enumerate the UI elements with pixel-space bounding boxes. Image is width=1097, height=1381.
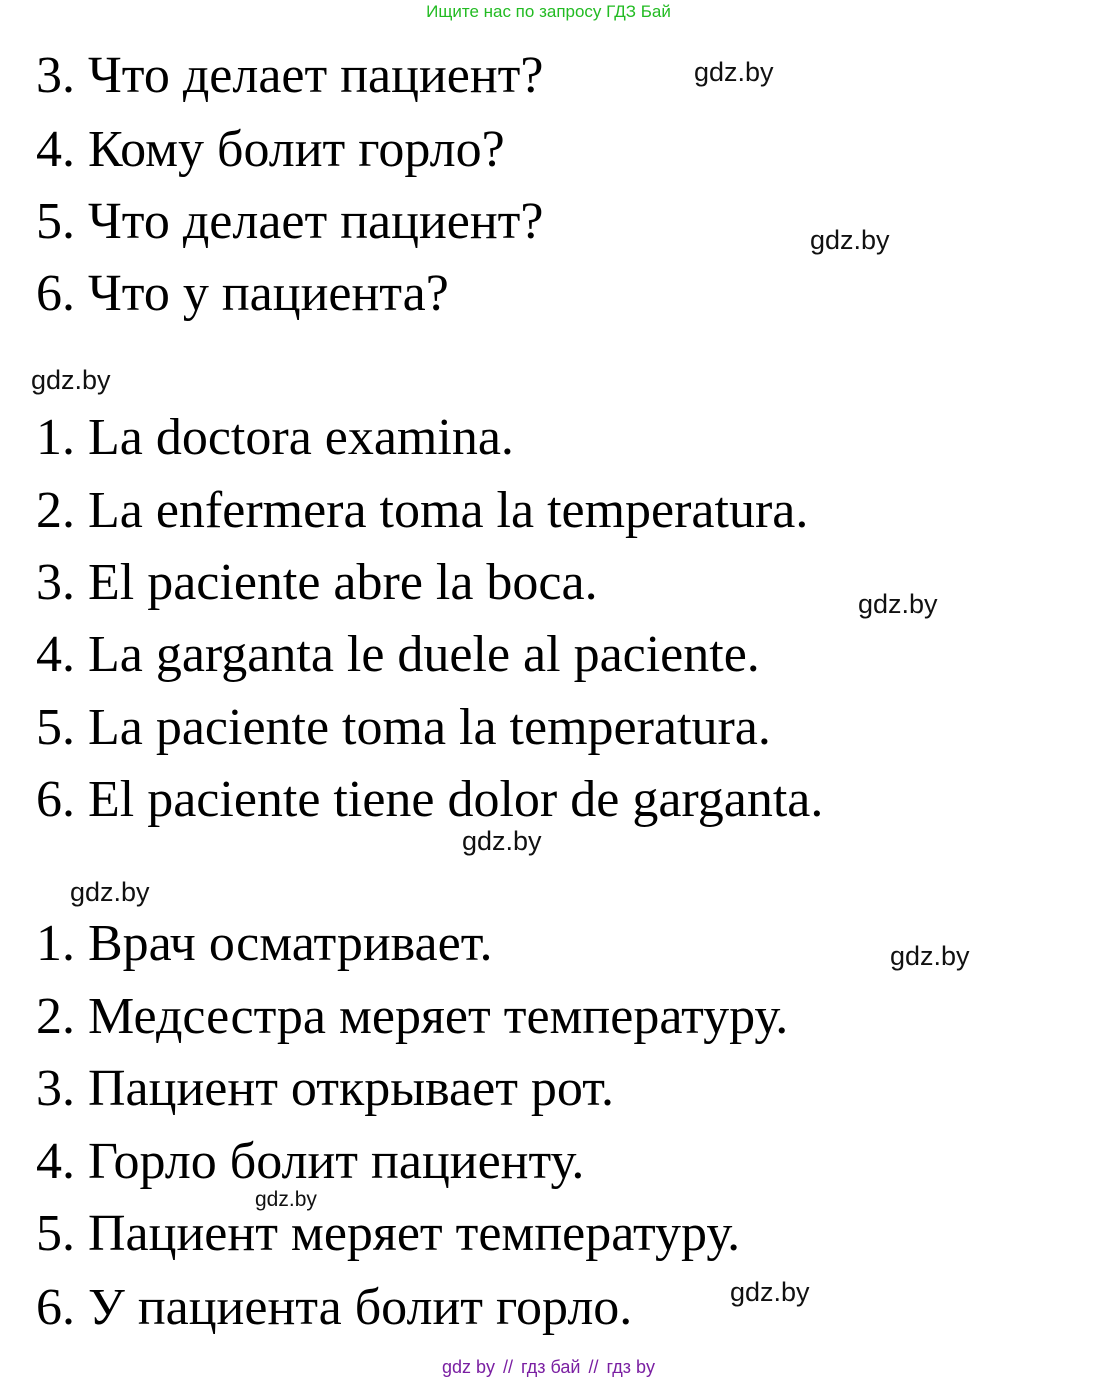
es-sentence-4: 4. La garganta le duele al paciente.: [36, 626, 760, 683]
watermark: gdz.by: [810, 225, 890, 255]
watermark: gdz.by: [462, 826, 542, 856]
watermark: gdz.by: [858, 589, 938, 619]
watermark: gdz.by: [255, 1188, 317, 1211]
ru-answer-4: 4. Горло болит пациенту.: [36, 1133, 585, 1190]
watermark: gdz.by: [694, 57, 774, 87]
footer-separator: //: [503, 1357, 514, 1377]
ru-question-3: 3. Что делает пациент?: [36, 47, 544, 104]
es-sentence-5: 5. La paciente toma la temperatura.: [36, 699, 771, 756]
es-sentence-3: 3. El paciente abre la boca.: [36, 554, 598, 611]
ru-answer-1: 1. Врач осматривает.: [36, 915, 493, 972]
footer-part-1: gdz by: [441, 1357, 495, 1377]
top-banner: Ищите нас по запросу ГДЗ Бай: [426, 2, 671, 21]
ru-question-6: 6. Что у пациента?: [36, 265, 449, 322]
footer-part-3: гдз by: [606, 1357, 656, 1377]
footer-part-2: гдз бай: [521, 1357, 581, 1377]
es-sentence-2: 2. La enfermera toma la temperatura.: [36, 482, 809, 539]
ru-answer-3: 3. Пациент открывает рот.: [36, 1060, 615, 1117]
ru-answer-6: 6. У пациента болит горло.: [36, 1279, 633, 1336]
ru-question-5: 5. Что делает пациент?: [36, 193, 544, 250]
ru-answer-2: 2. Медсестра меряет температуру.: [36, 988, 789, 1045]
ru-question-4: 4. Кому болит горло?: [36, 121, 505, 178]
watermark: gdz.by: [890, 941, 970, 971]
footer: [0, 1356, 1097, 1378]
ru-answer-5: 5. Пациент меряет температуру.: [36, 1205, 741, 1262]
es-sentence-6: 6. El paciente tiene dolor de garganta.: [36, 771, 824, 828]
footer-separator: //: [588, 1357, 599, 1377]
watermark: gdz.by: [31, 365, 111, 395]
watermark: gdz.by: [730, 1277, 810, 1307]
watermark: gdz.by: [70, 877, 150, 907]
es-sentence-1: 1. La doctora examina.: [36, 409, 514, 466]
